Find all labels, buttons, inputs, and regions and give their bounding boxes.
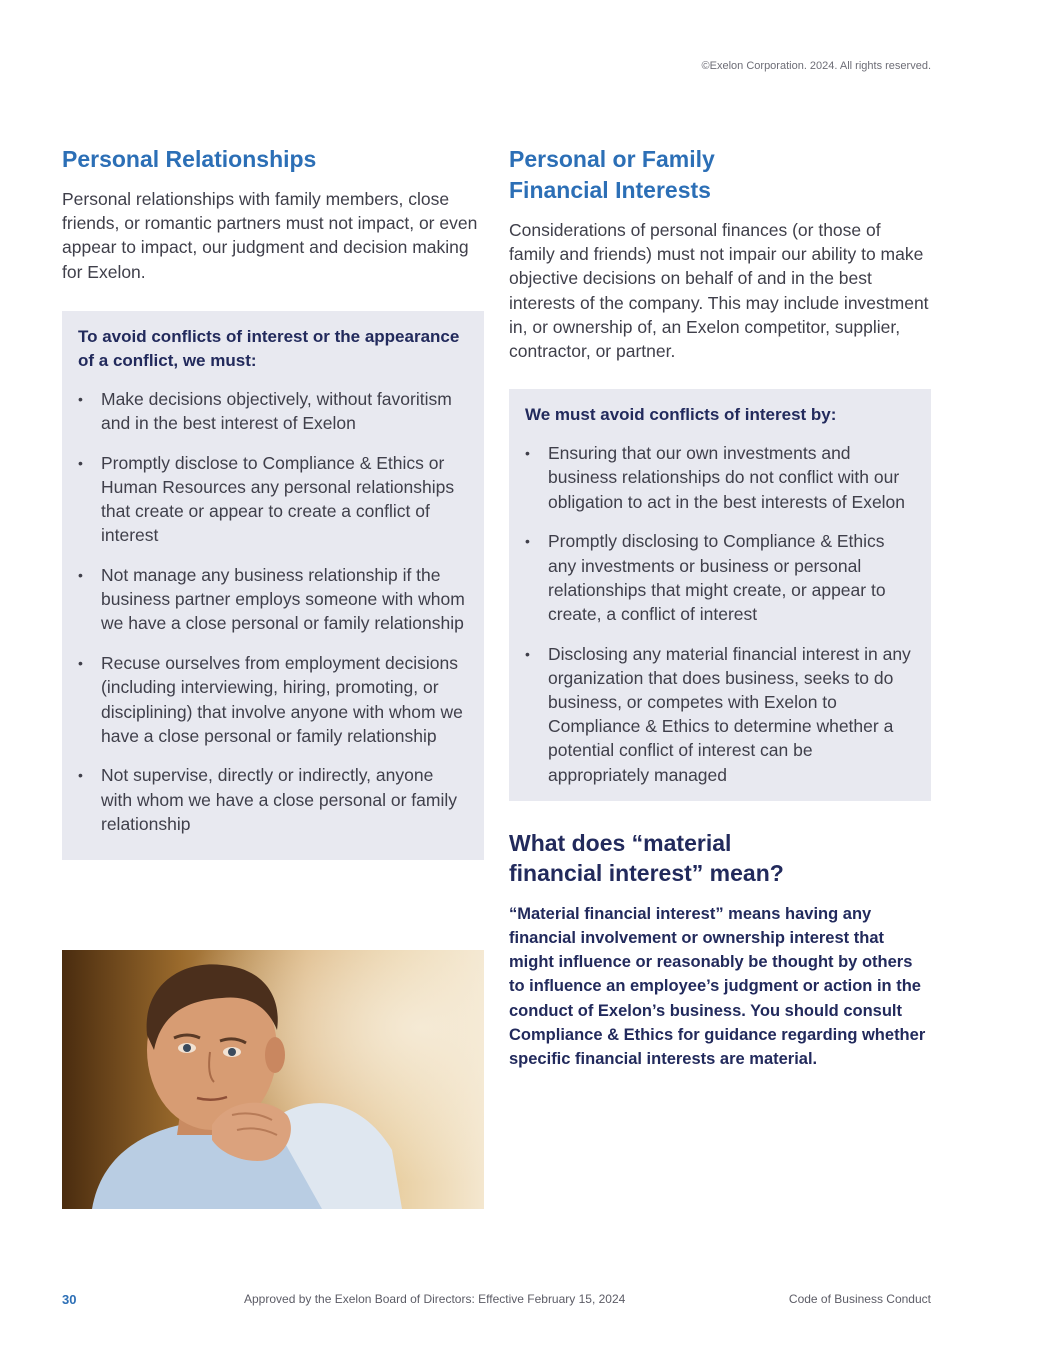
- financial-interests-title-line2: Financial Interests: [509, 177, 711, 203]
- list-item: • Recuse ourselves from employment decisions (including interviewing, hiring, promoting, or disciplining) that involve anyone with whom we have a close personal or family relationship: [78, 653, 463, 746]
- bullet-icon: •: [78, 567, 83, 584]
- list-item: • Make decisions objectively, without favoritism and in the best interest of Exelon: [78, 388, 452, 434]
- bullet-icon: •: [78, 454, 83, 471]
- bullet-icon: •: [78, 655, 83, 672]
- bullet-icon: •: [525, 445, 530, 462]
- list-item: • Promptly disclosing to Compliance & Ethics any investments or business or personal relationships that might create, or appear to create, a conflict of interest: [525, 531, 886, 624]
- bullet-icon: •: [525, 533, 530, 550]
- portrait-illustration: [62, 950, 484, 1209]
- material-interest-answer: “Material financial interest” means having any financial involvement or ownership interest that might influence or reasonably be thought by others to influence an employee’s judgment or action in the conduct of Exelon’s business. You should consult Compliance & Ethics for guidance regarding whether specific financial interests are material.: [509, 904, 926, 1069]
- personal-relationships-intro: Personal relationships with family members, close friends, or romantic partners must not impact, or even appear to impact, our judgment and decision making for Exelon.: [62, 189, 478, 282]
- copyright-notice: ©Exelon Corporation. 2024. All rights reserved.: [701, 60, 931, 72]
- list-item: • Disclosing any material financial interest in any organization that does business, seeks to do business, or competes with Exelon to Compliance & Ethics to determine whether a potential conflict of interest can be appropriately managed: [525, 643, 911, 785]
- document-title: Code of Business Conduct: [788, 1292, 931, 1306]
- left-callout-title: To avoid conflicts of interest or the appearance of a conflict, we must:: [78, 326, 460, 370]
- material-interest-question-line1: What does “material: [509, 829, 732, 856]
- page-number: 30: [62, 1292, 77, 1307]
- approval-note: Approved by the Exelon Board of Directors: Effective February 15, 2024: [244, 1292, 626, 1306]
- left-callout-box: [62, 311, 484, 860]
- left-bullet-list: [78, 387, 468, 836]
- personal-relationships-title: Personal Relationships: [62, 146, 317, 172]
- list-item: • Ensuring that our own investments and business relationships do not conflict with our obligation to act in the best interests of Exelon: [525, 443, 906, 512]
- man-portrait-photo: [62, 950, 484, 1209]
- right-column: [509, 144, 931, 1071]
- right-callout-box: [509, 389, 931, 801]
- list-item: • Promptly disclose to Compliance & Ethics or Human Resources any personal relationships that create or appear to create a conflict of interest: [78, 452, 455, 546]
- right-bullet-list: [525, 441, 915, 787]
- right-callout-title: We must avoid conflicts of interest by:: [525, 405, 837, 425]
- financial-interests-title-line1: Personal or Family: [509, 146, 715, 172]
- list-item: • Not supervise, directly or indirectly, anyone with whom we have a close personal or family relationship: [78, 765, 457, 834]
- bullet-icon: •: [78, 390, 83, 407]
- left-column: [62, 144, 484, 860]
- list-item: • Not manage any business relationship if the business partner employs someone with whom we have a close personal or family relationship: [78, 565, 465, 634]
- financial-interests-intro: Considerations of personal finances (or those of family and friends) must not impair our ability to make objective decisions on behalf of and in the best interests of the company. This may include investment in, or ownership of, an Exelon competitor, supplier, contractor, or partner.: [509, 220, 929, 362]
- bullet-icon: •: [525, 645, 530, 662]
- material-interest-question-line2: financial interest” mean?: [509, 859, 784, 886]
- material-interest-question: [509, 828, 931, 888]
- bullet-icon: •: [78, 767, 83, 784]
- financial-interests-title: [509, 144, 931, 206]
